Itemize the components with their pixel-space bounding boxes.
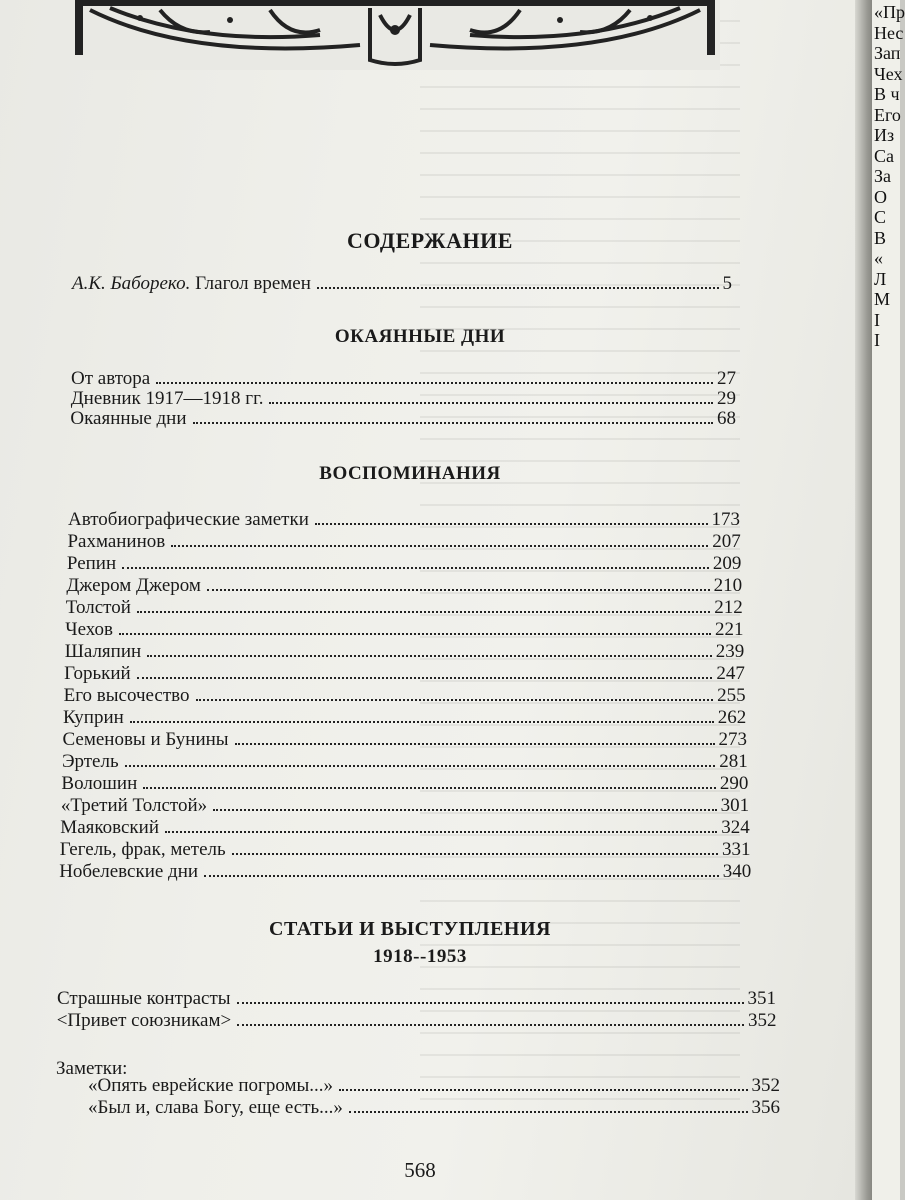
adjacent-page-text: «Пр xyxy=(874,2,905,22)
toc-row[interactable] xyxy=(67,531,740,553)
intro-author: А.К. Бабореко. xyxy=(72,273,191,294)
page-ref: 281 xyxy=(719,751,748,772)
page-ref: 262 xyxy=(717,707,747,728)
page-ref: 356 xyxy=(751,1097,780,1118)
toc-row-intro[interactable] xyxy=(72,273,732,295)
toc-row[interactable] xyxy=(57,988,776,1010)
page-ref: 301 xyxy=(720,795,750,816)
entry-title: Эртель xyxy=(61,751,119,772)
page-ref: 290 xyxy=(719,773,749,794)
leader-dots xyxy=(165,831,717,833)
adjacent-page-text: В xyxy=(874,227,887,248)
toc-row[interactable] xyxy=(64,663,745,685)
leader-dots xyxy=(196,699,714,701)
page-ref: 255 xyxy=(717,685,746,706)
leader-dots xyxy=(137,677,713,679)
entry-title: Гегель, фрак, метель xyxy=(59,839,226,860)
adjacent-page-text: М xyxy=(874,289,891,309)
page-ref: 29 xyxy=(716,388,736,409)
toc-row[interactable] xyxy=(61,795,749,817)
page-ref: 247 xyxy=(716,663,745,684)
toc-row[interactable] xyxy=(61,773,748,795)
entry-title: Толстой xyxy=(65,597,131,618)
toc-row[interactable] xyxy=(60,839,751,861)
toc-row[interactable] xyxy=(88,1075,780,1097)
leader-dots xyxy=(137,611,710,613)
adjacent-page-text: Зап xyxy=(874,43,901,63)
page-ref: 209 xyxy=(712,553,742,574)
page-ref: 351 xyxy=(747,988,776,1009)
intro-title: Глагол времен xyxy=(190,273,311,294)
adjacent-page-text: С xyxy=(874,207,887,227)
entry-title: Окаянные дни xyxy=(70,408,187,429)
toc-row[interactable] xyxy=(66,597,743,619)
entry-title: Страшные контрасты xyxy=(57,988,231,1009)
adjacent-page-text: Чех xyxy=(874,63,903,84)
leader-dots xyxy=(339,1089,747,1091)
entry-title: Семеновы и Бунины xyxy=(62,729,229,750)
toc-row[interactable] xyxy=(65,619,743,641)
entry-title: Дневник 1917—1918 гг. xyxy=(70,388,264,409)
adjacent-page-text: І xyxy=(874,330,880,350)
page-ref: 207 xyxy=(712,531,741,552)
leader-dots xyxy=(349,1111,748,1113)
entry-title: Нобелевские дни xyxy=(59,861,199,882)
leader-dots xyxy=(125,765,716,767)
adjacent-page-edge xyxy=(872,0,905,1200)
entry-title: Волошин xyxy=(61,773,138,794)
entry-title: Маяковский xyxy=(60,817,159,838)
page-ref: 331 xyxy=(722,839,751,860)
section-title-vospominaniya: ВОСПОМИНАНИЯ xyxy=(319,463,501,484)
leader-dots xyxy=(269,402,713,404)
leader-dots xyxy=(171,545,708,547)
toc-row[interactable] xyxy=(59,861,751,883)
leader-dots xyxy=(204,875,719,877)
page-ref: 352 xyxy=(751,1075,780,1096)
adjacent-page-text: За xyxy=(874,166,892,186)
entry-title: «Третий Толстой» xyxy=(60,795,208,816)
entry-title: Чехов xyxy=(65,619,114,640)
entry-title: От автора xyxy=(71,368,151,389)
adjacent-page-text: Л xyxy=(874,268,887,289)
toc-row[interactable] xyxy=(65,641,745,663)
entry-title: Рахманинов xyxy=(67,531,166,552)
page-ref: 324 xyxy=(721,817,750,838)
leader-dots xyxy=(193,422,713,424)
group-label-zametki: Заметки: xyxy=(56,1058,128,1079)
page-number: 568 xyxy=(404,1158,436,1182)
entry-title: Горький xyxy=(64,663,131,684)
entry-title: <Привет союзникам> xyxy=(56,1010,232,1031)
toc-heading: СОДЕРЖАНИЕ xyxy=(347,228,513,253)
leader-dots xyxy=(147,655,712,657)
leader-dots xyxy=(207,589,710,591)
leader-dots xyxy=(213,809,716,811)
leader-dots xyxy=(156,382,713,384)
page-ref: 5 xyxy=(722,273,732,294)
entry-title: «Был и, слава Богу, еще есть...» xyxy=(88,1097,343,1118)
toc-row[interactable] xyxy=(88,1097,780,1119)
toc-row[interactable] xyxy=(71,388,736,410)
entry-title: Джером Джером xyxy=(66,575,201,596)
adjacent-page-text: Из xyxy=(874,125,895,145)
entry-title: Его высочество xyxy=(63,685,190,706)
page-ref: 221 xyxy=(715,619,744,640)
leader-dots xyxy=(119,633,711,635)
adjacent-page-text: В ч xyxy=(874,84,900,104)
leader-dots xyxy=(237,1002,744,1004)
leader-dots xyxy=(232,853,718,855)
entry-title: Шаляпин xyxy=(64,641,142,662)
leader-dots xyxy=(130,721,714,723)
page-ref: 210 xyxy=(713,575,743,596)
leader-dots xyxy=(143,787,716,789)
toc-row[interactable] xyxy=(71,368,736,390)
page-ref: 340 xyxy=(722,861,752,882)
entry-title: Репин xyxy=(66,553,117,574)
page-ref: 273 xyxy=(718,729,747,750)
entry-title: Куприн xyxy=(63,707,124,728)
page-ref: 68 xyxy=(716,408,736,429)
toc-row[interactable] xyxy=(63,707,746,729)
page-ref: 352 xyxy=(747,1010,777,1031)
leader-dots xyxy=(317,287,719,289)
section-title-stati: СТАТЬИ И ВЫСТУПЛЕНИЯ xyxy=(269,918,551,940)
adjacent-page-text: Са xyxy=(874,145,894,166)
toc-row[interactable] xyxy=(64,685,746,707)
adjacent-page-text: Его xyxy=(874,104,901,125)
page-ref: 173 xyxy=(711,509,740,530)
adjacent-page-text: І xyxy=(874,309,880,330)
adjacent-page-text: Нес xyxy=(874,22,904,43)
section-title-okayannye-dni: ОКАЯННЫЕ ДНИ xyxy=(334,326,506,347)
toc-row[interactable] xyxy=(60,817,750,839)
toc-row[interactable] xyxy=(66,575,742,597)
section-subtitle-stati: 1918--1953 xyxy=(373,946,467,967)
toc-row[interactable] xyxy=(68,509,740,531)
leader-dots xyxy=(235,743,715,745)
toc-row[interactable] xyxy=(63,729,748,751)
entry-title: Автобиографические заметки xyxy=(68,509,309,530)
leader-dots xyxy=(237,1024,744,1026)
page-ref: 239 xyxy=(715,641,745,662)
adjacent-page-text: « xyxy=(874,248,883,268)
entry-title: «Опять еврейские погромы...» xyxy=(88,1075,334,1096)
toc-row[interactable] xyxy=(57,1010,777,1032)
ornament-header xyxy=(70,0,720,70)
toc-row[interactable] xyxy=(70,408,736,430)
page-ref: 212 xyxy=(714,597,743,618)
adjacent-page-text: О xyxy=(874,186,887,207)
toc-row[interactable] xyxy=(67,553,742,575)
leader-dots xyxy=(315,523,708,525)
toc-row[interactable] xyxy=(62,751,748,773)
page-ref: 27 xyxy=(717,368,736,389)
leader-dots xyxy=(122,567,709,569)
